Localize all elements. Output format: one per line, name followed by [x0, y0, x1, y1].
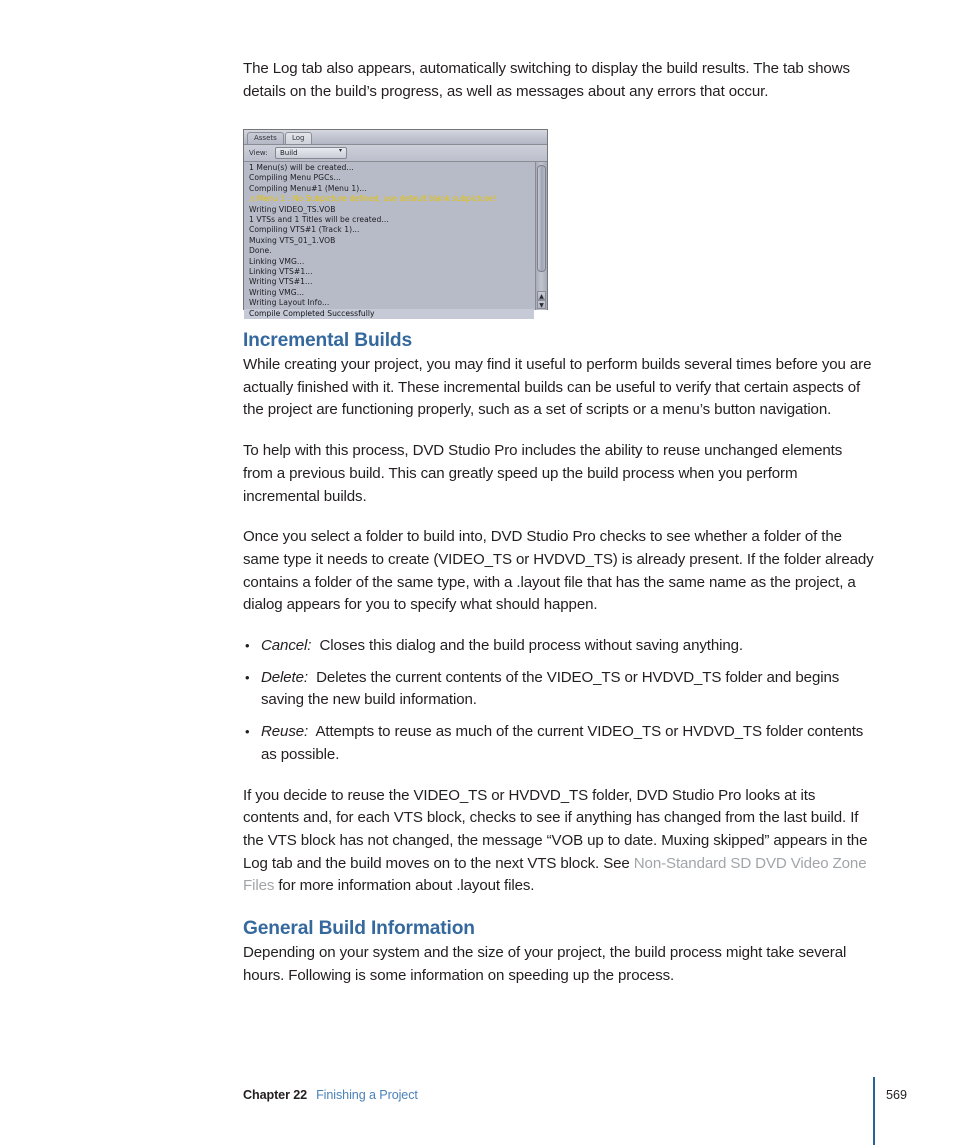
log-line-warning-text: Menu 1 : No Subpicture defined, use default blank subpicture!: [256, 194, 497, 204]
log-line: Linking VMG...: [249, 256, 305, 266]
list-item-text: Closes this dialog and the build process without saving anything.: [319, 637, 743, 655]
footer-vertical-rule: [873, 1077, 875, 1145]
paragraph: Once you select a folder to build into, DVD Studio Pro checks to see whether a folder of the same type it needs to create (VIDEO_TS or HVDVD_TS) is already present. If the folder already contains a folder of the same type, with a .layout file that has the same name as the project, a dialog appears for you to specify what should happen.: [243, 528, 874, 614]
section-heading-general-build-information: General Build Information: [243, 918, 475, 940]
list-item-text: Deletes the current contents of the VIDEO_TS or HVDVD_TS folder and begins saving the new build information.: [261, 668, 840, 709]
page-footer: [243, 1086, 875, 1106]
scroll-down-arrow-icon[interactable]: ▼: [537, 300, 546, 309]
figure-tab-bar: [244, 130, 547, 145]
log-line: Writing VIDEO_TS.VOB: [249, 204, 336, 214]
list-item-text: Attempts to reuse as much of the current VIDEO_TS or HVDVD_TS folder contents as possible.: [261, 723, 864, 763]
bullet-icon: •: [245, 724, 250, 740]
intro-paragraph: The Log tab also appears, automatically switching to display the build results. The tab shows details on the build’s progress, as well as messages about any errors that occur.: [243, 60, 850, 100]
log-line: Linking VTS#1...: [249, 267, 313, 277]
log-vertical-scrollbar[interactable]: [535, 162, 547, 310]
view-popup-value: Build: [280, 149, 298, 157]
reuse-paragraph-part1: If you decide to reuse the VIDEO_TS or HVDVD_TS folder, DVD Studio Pro looks at its contents and, for each VTS block, checks to see if anything has changed from the last build. If the VTS block has not changed, the message “VOB up to date. Muxing skipped” appears in the Log tab and the build moves on to the next VTS block. See: [243, 786, 868, 872]
page-number: 569: [886, 1088, 908, 1102]
scroll-up-arrow-icon[interactable]: ▲: [537, 291, 546, 300]
reuse-paragraph: [243, 785, 875, 899]
list-item-term: Cancel:: [261, 637, 312, 655]
reuse-paragraph-part2: for more information about .layout files.: [274, 877, 535, 895]
log-line: Writing VMG...: [249, 287, 305, 297]
paragraph: While creating your project, you may find it useful to perform builds several times before you are actually finished with it. These incremental builds can be useful to verify that certain aspects of the project are functioning properly, such as a set of scripts or a menu’s button navigation.: [243, 356, 872, 419]
section-heading-incremental-builds: Incremental Builds: [243, 330, 412, 351]
list-item-term: Reuse:: [261, 723, 309, 741]
list-item: [243, 721, 875, 766]
footer-chapter-title[interactable]: Finishing a Project: [316, 1088, 418, 1102]
build-options-list: [243, 635, 875, 767]
incremental-builds-section: [243, 328, 875, 987]
paragraph: To help with this process, DVD Studio Pro includes the ability to reuse unchanged elements from a previous build. This can greatly speed up the build process when you perform incremental builds.: [243, 442, 843, 505]
log-line: Done.: [249, 246, 272, 256]
log-line: 1 VTSs and 1 Titles will be created...: [249, 215, 389, 225]
warning-triangle-icon: ⚠: [249, 194, 256, 204]
list-item: [243, 635, 875, 658]
view-popup-button[interactable]: [275, 147, 347, 159]
log-line-list: [244, 163, 534, 319]
content-column: [243, 58, 875, 121]
cross-reference-link[interactable]: Non-Standard SD DVD Video Zone Files: [243, 854, 867, 895]
log-line: 1 Menu(s) will be created...: [249, 163, 354, 172]
list-item-term: Delete:: [261, 668, 308, 686]
log-tab-screenshot: [243, 129, 548, 318]
scrollbar-thumb[interactable]: [537, 165, 546, 272]
list-item: [243, 667, 875, 712]
bullet-icon: •: [245, 669, 250, 685]
log-line: Compiling Menu PGCs...: [249, 173, 341, 183]
updown-chevron-icon: ▾: [338, 147, 342, 154]
bullet-icon: •: [245, 638, 250, 654]
log-line: Writing VTS#1...: [249, 277, 313, 287]
log-line: Muxing VTS_01_1.VOB: [249, 235, 336, 245]
log-line: Compiling Menu#1 (Menu 1)...: [249, 183, 367, 193]
log-output-pane[interactable]: [244, 162, 547, 318]
paragraph: Depending on your system and the size of your project, the build process might take several hours. Following is some information on speeding up the process.: [243, 944, 847, 984]
log-line: Writing Layout Info...: [249, 298, 330, 308]
log-line-selected: Compile Completed Successfully: [244, 309, 534, 319]
figure-toolbar: [244, 145, 547, 162]
footer-chapter-number: Chapter 22: [243, 1088, 308, 1102]
tab-log[interactable]: Log: [285, 132, 312, 144]
log-line-warning: [244, 194, 534, 204]
tab-assets[interactable]: Assets: [247, 132, 284, 144]
log-line: Compiling VTS#1 (Track 1)...: [249, 225, 360, 235]
view-label: View:: [249, 149, 268, 157]
